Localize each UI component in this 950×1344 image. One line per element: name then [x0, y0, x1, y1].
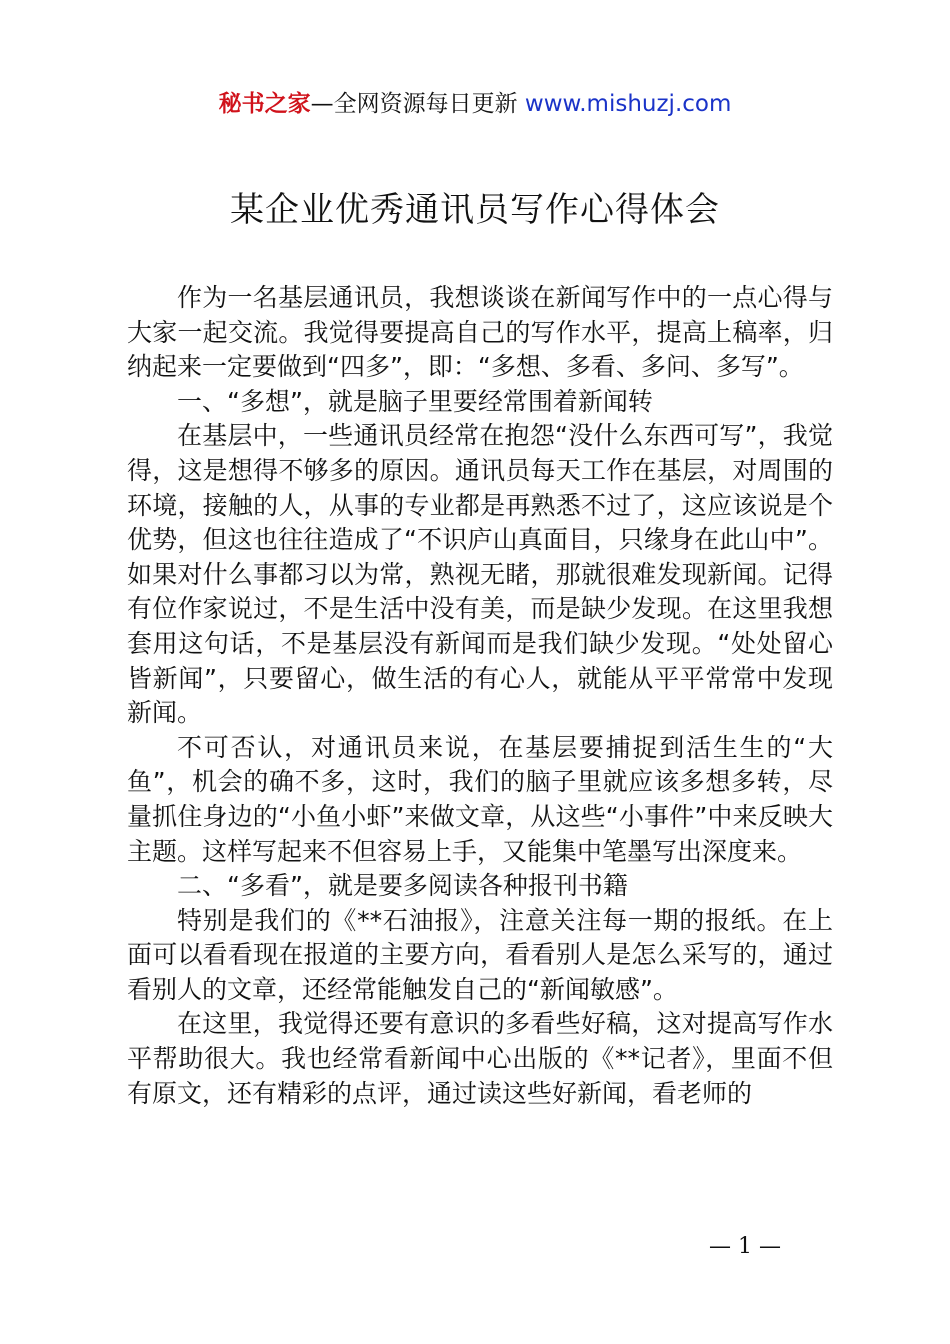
document-title: 某企业优秀通讯员写作心得体会 — [230, 190, 720, 230]
page-number: — 1 — — [709, 1234, 781, 1259]
paragraph-read-more-1: 特别是我们的《**石油报》，注意关注每一期的报纸。在上面可以看看现在报道的主要方向，看看别人是怎么采写的，通过看别人的文章，还经常能触发自己的“新闻敏感”。 — [127, 905, 833, 1004]
document-body — [127, 281, 833, 1111]
paragraph-think-more-2: 不可否认，对通讯员来说，在基层要捕捉到活生生的“大鱼”，机会的确不多，这时，我们的脑子里就应该多想多转，尽量抓住身边的“小鱼小虾”来做文章，从这些“小事件”中来反映大主题。这样写起来不但容易上手，又能集中笔墨写出深度来。 — [127, 732, 833, 866]
site-header — [0, 88, 950, 120]
site-url-link[interactable]: www.mishuzj.com — [524, 91, 732, 117]
paragraph-intro: 作为一名基层通讯员，我想谈谈在新闻写作中的一点心得与大家一起交流。我觉得要提高自己的写作水平，提高上稿率，归纳起来一定要做到“四多”，即：“多想、多看、多问、多写”。 — [127, 283, 833, 382]
site-tagline: —全网资源每日更新 — [310, 91, 518, 117]
paragraph-think-more-1: 在基层中，一些通讯员经常在抱怨“没什么东西可写”，我觉得，这是想得不够多的原因。通讯员每天工作在基层，对周围的环境，接触的人，从事的专业都是再熟悉不过了，这应该说是个优势，但这也往往造成了“不识庐山真面目，只缘身在此山中”。如果对什么事都习以为常，熟视无睹，那就很难发现新闻。记得有位作家说过，不是生活中没有美，而是缺少发现。在这里我想套用这句话，不是基层没有新闻而是我们缺少发现。“处处留心皆新闻”，只要留心，做生活的有心人，就能从平平常常中发现新闻。 — [127, 421, 833, 728]
section-heading-think-more: 一、“多想”，就是脑子里要经常围着新闻转 — [177, 386, 653, 416]
section-heading-read-more: 二、“多看”，就是要多阅读各种报刊书籍 — [177, 871, 628, 901]
paragraph-read-more-2: 在这里，我觉得还要有意识的多看些好稿，这对提高写作水平帮助很大。我也经常看新闻中心出版的《**记者》，里面不但有原文，还有精彩的点评，通过读这些好新闻，看老师的 — [127, 1009, 833, 1108]
site-brand: 秘书之家 — [218, 91, 311, 117]
